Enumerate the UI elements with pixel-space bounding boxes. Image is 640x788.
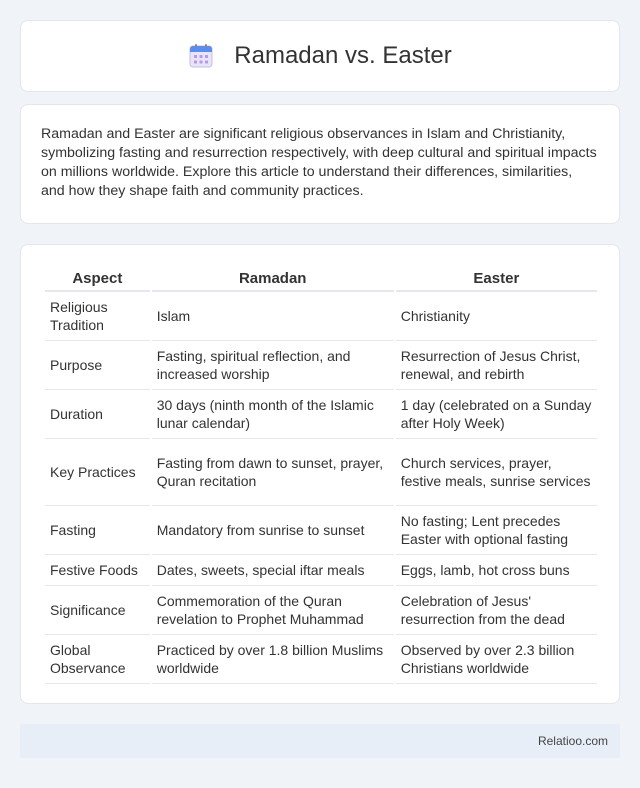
intro-text: Ramadan and Easter are significant religious observances in Islam and Christianity, symbolizing fasting and resurrection respectively, with deep cultural and spiritual impacts on millions worldwide. Explore this article to understand their differences, similarities, and how they shape faith and community practices. <box>41 126 597 199</box>
intro-card <box>20 104 620 224</box>
aspect-cell: Purpose <box>45 341 150 390</box>
page-title: Ramadan vs. Easter <box>234 42 452 69</box>
easter-cell: Celebration of Jesus' resurrection from the dead <box>396 586 597 635</box>
comparison-table <box>43 261 599 684</box>
easter-cell: 1 day (celebrated on a Sunday after Holy Week) <box>396 390 597 439</box>
easter-cell: Resurrection of Jesus Christ, renewal, and rebirth <box>396 341 597 390</box>
ramadan-cell: 30 days (ninth month of the Islamic lunar calendar) <box>152 390 394 439</box>
easter-cell: Observed by over 2.3 billion Christians worldwide <box>396 635 597 684</box>
header-ramadan: Ramadan <box>152 261 394 292</box>
ramadan-cell: Fasting, spiritual reflection, and increased worship <box>152 341 394 390</box>
aspect-cell: Fasting <box>45 506 150 555</box>
aspect-cell: Key Practices <box>45 439 150 506</box>
ramadan-cell: Dates, sweets, special iftar meals <box>152 555 394 586</box>
table-row <box>45 586 597 635</box>
footer <box>20 724 620 758</box>
aspect-cell: Duration <box>45 390 150 439</box>
aspect-cell: Global Observance <box>45 635 150 684</box>
footer-brand: Relatioo.com <box>537 734 608 748</box>
ramadan-cell: Fasting from dawn to sunset, prayer, Quran recitation <box>152 439 394 506</box>
header-aspect: Aspect <box>45 261 150 292</box>
table-row <box>45 506 597 555</box>
table-row <box>45 341 597 390</box>
ramadan-cell: Commemoration of the Quran revelation to Prophet Muhammad <box>152 586 394 635</box>
easter-cell: Christianity <box>396 292 597 341</box>
aspect-cell: Significance <box>45 586 150 635</box>
calendar-icon <box>188 43 214 69</box>
table-row <box>45 439 597 506</box>
table-row <box>45 292 597 341</box>
table-row <box>45 390 597 439</box>
aspect-cell: Religious Tradition <box>45 292 150 341</box>
title-card <box>20 20 620 92</box>
easter-cell: No fasting; Lent precedes Easter with optional fasting <box>396 506 597 555</box>
comparison-table-card <box>20 244 620 704</box>
header-easter: Easter <box>396 261 597 292</box>
ramadan-cell: Mandatory from sunrise to sunset <box>152 506 394 555</box>
aspect-cell: Festive Foods <box>45 555 150 586</box>
table-row <box>45 635 597 684</box>
table-row <box>45 555 597 586</box>
ramadan-cell: Islam <box>152 292 394 341</box>
ramadan-cell: Practiced by over 1.8 billion Muslims worldwide <box>152 635 394 684</box>
easter-cell: Church services, prayer, festive meals, sunrise services <box>396 439 597 506</box>
table-header-row <box>45 261 597 292</box>
easter-cell: Eggs, lamb, hot cross buns <box>396 555 597 586</box>
